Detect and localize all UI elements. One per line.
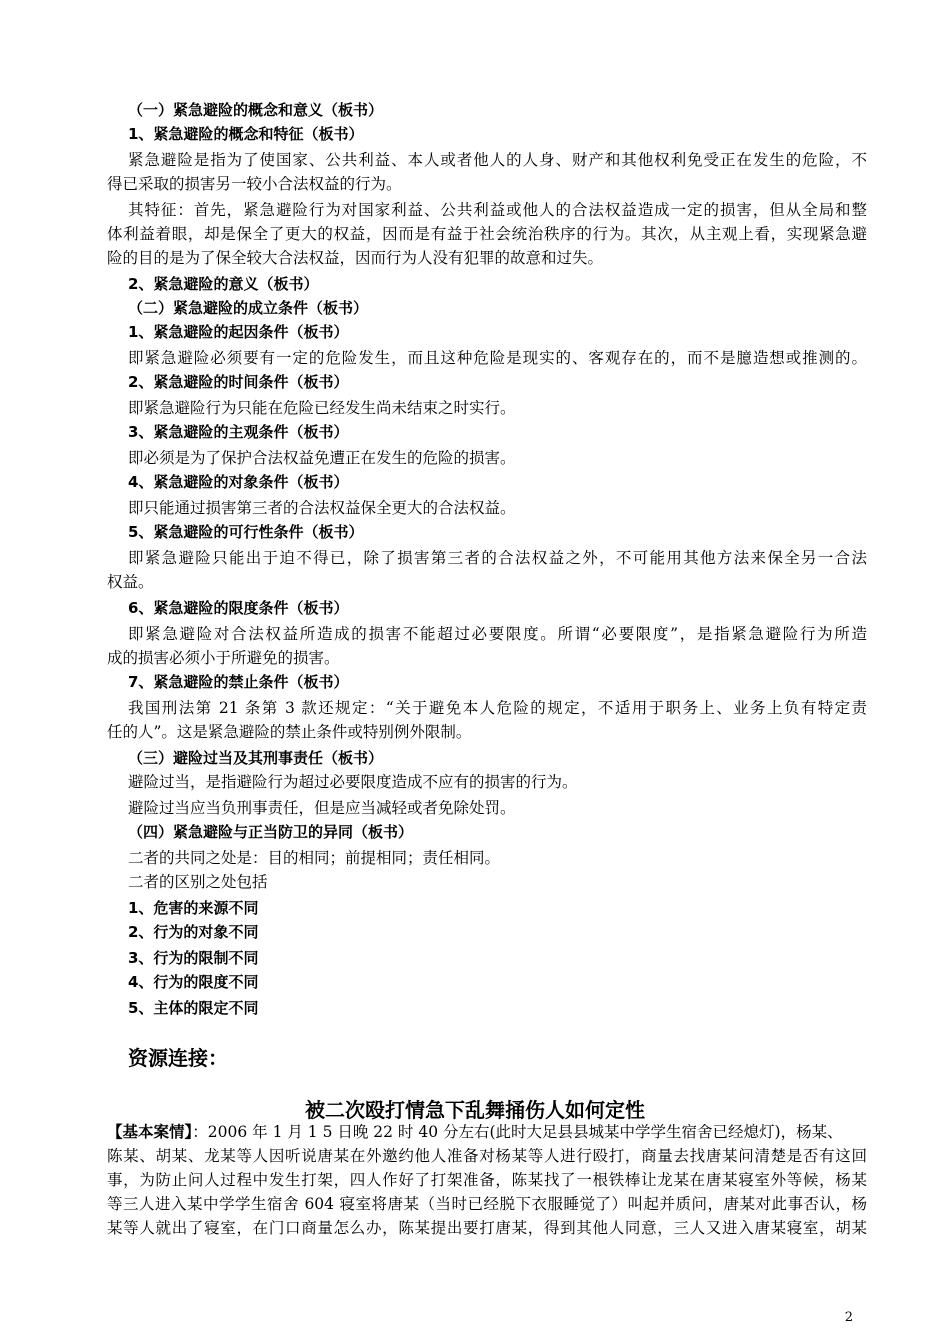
subsection-heading: 6、紧急避险的限度条件（板书）: [128, 599, 349, 617]
paragraph-line: 避险过当，是指避险行为超过必要限度造成不应有的损害的行为。: [128, 773, 578, 791]
case-title: 被二次殴打情急下乱舞捅伤人如何定性: [305, 1098, 645, 1122]
paragraph-line: 事，为防止问人过程中发生打架，四人作好了打架准备，陈某找了一根铁棒让龙某在唐某寝室外等候，杨某: [107, 1171, 867, 1189]
section-heading: （二）紧急避险的成立条件（板书）: [128, 299, 369, 317]
list-item: 2、行为的对象不同: [128, 923, 259, 941]
section-heading: （三）避险过当及其刑事责任（板书）: [128, 749, 384, 767]
paragraph-line: 避险过当应当负刑事责任，但是应当减轻或者免除处罚。: [128, 799, 516, 817]
paragraph-line: 得已采取的损害另一较小合法权益的行为。: [107, 175, 402, 193]
paragraph-line: 即只能通过损害第三者的合法权益保全更大的合法权益。: [128, 499, 516, 517]
paragraph-line: 即紧急避险只能出于迫不得已，除了损害第三者的合法权益之外，不可能用其他方法来保全另一合法: [128, 549, 867, 567]
paragraph-line: 陈某、胡某、龙某等人因听说唐某在外邀约他人准备对杨某等人进行殴打，商量去找唐某问清楚是否有这回: [107, 1147, 867, 1165]
paragraph-line: 成的损害必须小于所避免的损害。: [107, 649, 340, 667]
paragraph-line: 等三人进入某中学学生宿舍 604 寝室将唐某（当时已经脱下衣服睡觉了）叫起并质问，唐某对此事否认，杨: [107, 1195, 867, 1213]
paragraph-line: 我国刑法第 21 条第 3 款还规定：“关于避免本人危险的规定，不适用于职务上、业务上负有特定责: [128, 699, 867, 717]
paragraph-line: 即紧急避险对合法权益所造成的损害不能超过必要限度。所谓“必要限度”，是指紧急避险行为所造: [128, 625, 867, 643]
paragraph-line: 即紧急避险行为只能在危险已经发生尚未结束之时实行。: [128, 399, 516, 417]
subsection-heading: 7、紧急避险的禁止条件（板书）: [128, 673, 349, 691]
subsection-heading: 1、紧急避险的概念和特征（板书）: [128, 125, 364, 143]
paragraph-line: 某等人就出了寝室，在门口商量怎么办，陈某提出要打唐某，得到其他人同意，三人又进入唐某寝室，胡某: [107, 1219, 867, 1237]
paragraph-line: 险的目的是为了保全较大合法权益，因而行为人没有犯罪的故意和过失。: [107, 249, 604, 267]
subsection-heading: 3、紧急避险的主观条件（板书）: [128, 423, 349, 441]
subsection-heading: 1、紧急避险的起因条件（板书）: [128, 323, 349, 341]
paragraph-line: 其特征：首先，紧急避险行为对国家利益、公共利益或他人的合法权益造成一定的损害，但从全局和整: [128, 201, 867, 219]
subsection-heading: 2、紧急避险的意义（板书）: [128, 275, 319, 293]
case-label: 【基本案情】: [107, 1123, 193, 1141]
subsection-heading: 2、紧急避险的时间条件（板书）: [128, 373, 349, 391]
paragraph-line: 即必须是为了保护合法权益免遭正在发生的危险的损害。: [128, 449, 516, 467]
list-item: 4、行为的限度不同: [128, 973, 259, 991]
list-item: 5、主体的限定不同: [128, 999, 259, 1017]
case-text: ：2006 年 1 月 1 5 日晚 22 时 40 分左右(此时大足县县城某中学学生宿舍已经熄灯)，杨某、: [192, 1123, 843, 1141]
section-heading: （一）紧急避险的概念和意义（板书）: [128, 101, 384, 119]
page-number: 2: [844, 1310, 853, 1325]
list-item: 1、危害的来源不同: [128, 899, 259, 917]
subsection-heading: 5、紧急避险的可行性条件（板书）: [128, 523, 364, 541]
paragraph-line: 任的人”。这是紧急避险的禁止条件或特别例外限制。: [107, 723, 472, 741]
paragraph-line: 紧急避险是指为了使国家、公共利益、本人或者他人的人身、财产和其他权利免受正在发生的危险，不: [128, 151, 867, 169]
paragraph-line: 权益。: [107, 573, 154, 591]
resource-heading: 资源连接：: [128, 1046, 228, 1070]
paragraph-line: 二者的共同之处是：目的相同；前提相同；责任相同。: [128, 849, 501, 867]
paragraph-line: [107, 1120, 867, 1144]
subsection-heading: 4、紧急避险的对象条件（板书）: [128, 473, 349, 491]
paragraph-line: 二者的区别之处包括: [128, 873, 268, 891]
list-item: 3、行为的限制不同: [128, 949, 259, 967]
paragraph-line: 体利益着眼，却是保全了更大的权益，因而是有益于社会统治秩序的行为。其次，从主观上看，实现紧急避: [107, 225, 867, 243]
paragraph-line: 即紧急避险必须要有一定的危险发生，而且这种危险是现实的、客观存在的，而不是臆造想或推测的。: [128, 349, 867, 367]
section-heading: （四）紧急避险与正当防卫的异同（板书）: [128, 823, 414, 841]
case-paragraph: [107, 1120, 867, 1240]
